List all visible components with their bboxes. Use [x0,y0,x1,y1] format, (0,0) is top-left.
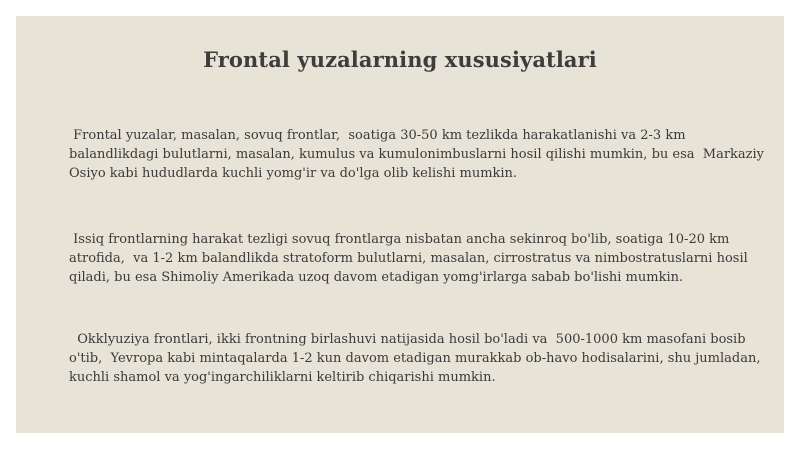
paragraph-cold-fronts: Frontal yuzalar, masalan, sovuq frontlar, soatiga 30-50 km tezlikda harakatlanishi va 2-3 km balandlikdagi bulutlarni, masalan, kumulus va kumulonimbuslarni hosil qilishi mumkin, bu esa Markaziy Osiyo kabi hududlarda kuchli yomg'ir va do'lga olib kelishi mumkin. [69,128,769,181]
slide-title: Frontal yuzalarning xususiyatlari [203,47,597,72]
paragraph-warm-fronts: Issiq frontlarning harakat tezligi sovuq frontlarga nisbatan ancha sekinroq bo'lib, soatiga 10-20 km atrofida, va 1-2 km balandlikda stratoform bulutlarni, masalan, cirrostratus va nimbostratuslarni hosil qiladi, bu esa Shimoliy Amerikada uzoq davom etadigan yomg'irlarga sabab bo'lishi mumkin. [69,232,752,285]
slide [16,16,784,433]
paragraph-occluded-fronts: Okklyuziya frontlari, ikki frontning birlashuvi natijasida hosil bo'ladi va 500-1000 km masofani bosib o'tib, Yevropa kabi mintaqalarda 1-2 kun davom etadigan murakkab ob-havo hodisalarini, shu jumladan, kuchli shamol va yog'ingarchiliklarni keltirib chiqarishi mumkin. [69,332,765,385]
